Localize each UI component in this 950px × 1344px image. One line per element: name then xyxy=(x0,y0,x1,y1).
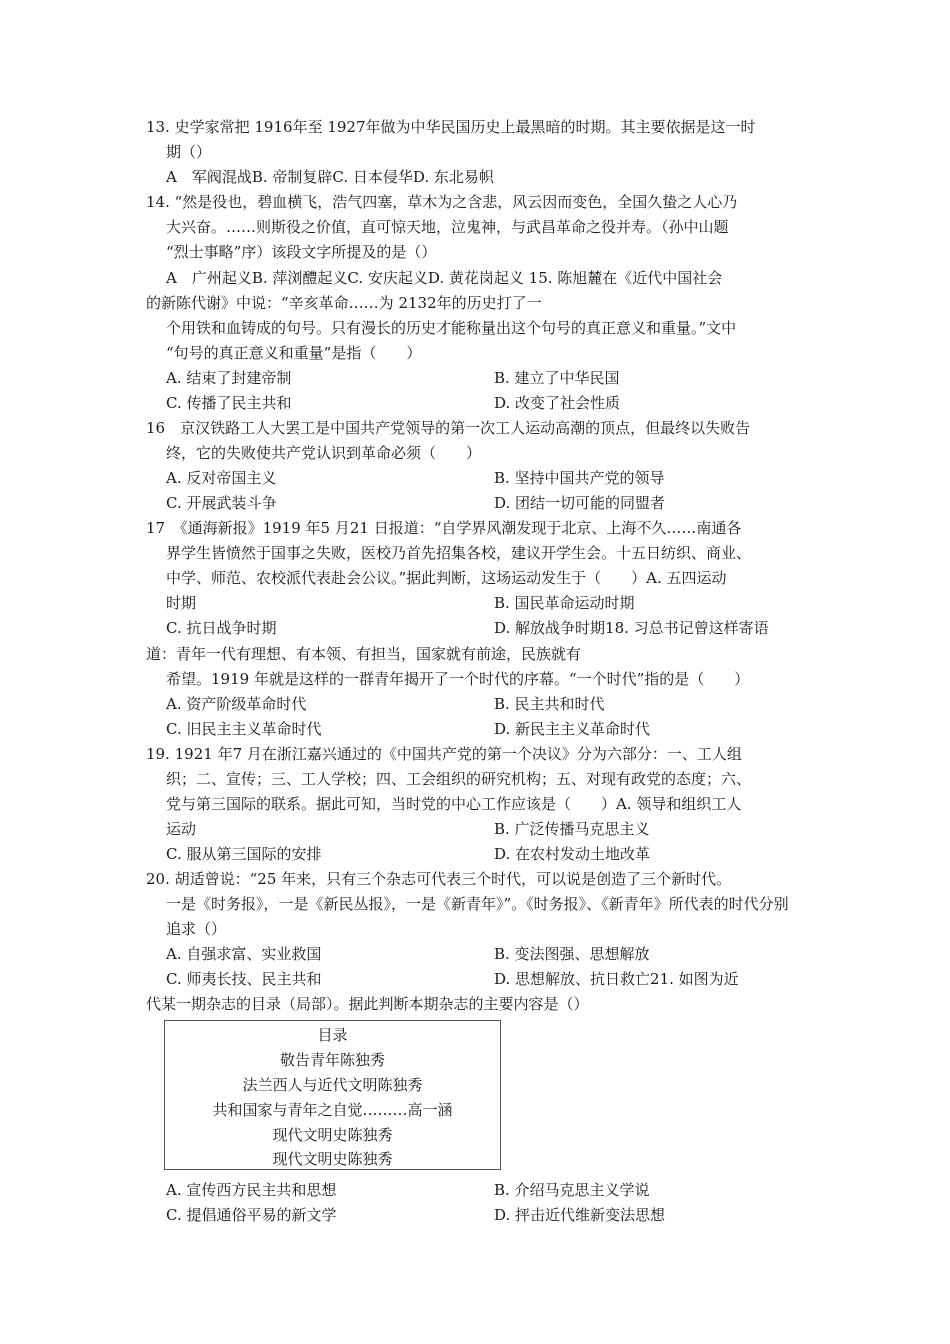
toc-entry: 法兰西人与近代文明陈独秀 xyxy=(242,1076,423,1094)
q20-option-b: B. 变法图强、思想解放 xyxy=(494,945,650,963)
q17-stem-line-1: 17 《通海新报》1919 年5 月21 日报道：“自学界风潮发现于北京、上海不久……南通各 xyxy=(146,519,742,537)
toc-entry: 现代文明史陈独秀 xyxy=(272,1150,393,1168)
q15-option-b: B. 建立了中华民国 xyxy=(494,369,620,387)
q19-stem-line-4: 运动 xyxy=(166,820,197,838)
q21-option-a: A. 宣传西方民主共和思想 xyxy=(166,1181,337,1199)
q16-option-b: B. 坚持中国共产党的领导 xyxy=(494,469,665,487)
q20-option-d: D. 思想解放、抗日救亡21. 如图为近 xyxy=(494,970,739,988)
q19-option-c: C. 服从第三国际的安排 xyxy=(166,845,322,863)
q16-option-a: A. 反对帝国主义 xyxy=(166,469,277,487)
q17-option-b: B. 国民革命运动时期 xyxy=(494,594,635,612)
q19-option-d: D. 在农村发动土地改革 xyxy=(494,845,651,863)
toc-entry: 共和国家与青年之自觉………高一涵 xyxy=(212,1101,453,1119)
toc-title: 目录 xyxy=(317,1026,348,1044)
q15-option-d: D. 改变了社会性质 xyxy=(494,394,621,412)
q14-stem-line-2: 大兴奋。……则斯役之价值，直可惊天地，泣鬼神，与武昌革命之役并寿。（孙中山题 xyxy=(166,218,729,236)
q14-options: A 广州起义B. 萍浏醴起义C. 安庆起义D. 黄花岗起义 15. 陈旭麓在《近代中国社会 xyxy=(166,269,723,287)
q15-stem-line-2: 个用铁和血铸成的句号。只有漫长的历史才能称量出这个句号的真正意义和重量。”文中 xyxy=(166,319,737,337)
q21-stem-line-1: 代某一期杂志的目录（局部）。据此判断本期杂志的主要内容是（） xyxy=(146,995,589,1013)
q20-stem-line-1: 20. 胡适曾说：“25 年来，只有三个杂志可代表三个时代，可以说是创造了三个新时代。 xyxy=(146,870,732,888)
q13-stem-line-2: 期（） xyxy=(166,143,212,161)
q15-option-c: C. 传播了民主共和 xyxy=(166,394,292,412)
q18-option-d: D. 新民主主义革命时代 xyxy=(494,720,651,738)
q20-stem-line-3: 追求（） xyxy=(166,920,227,938)
q13-stem-line-1: 13. 史学家常把 1916年至 1927年做为中华民国历史上最黑暗的时期。其主要依据是这一时 xyxy=(146,118,756,136)
q16-stem-line-2: 终，它的失败使共产党认识到革命必须（ ） xyxy=(166,444,482,462)
q15-stem-line-3: “句号的真正意义和重量”是指（ ） xyxy=(166,344,422,362)
q21-option-b: B. 介绍马克思主义学说 xyxy=(494,1181,650,1199)
q15-option-a: A. 结束了封建帝制 xyxy=(166,369,292,387)
q19-stem-line-2: 织；二、宣传；三、工人学校；四、工会组织的研究机构；五、对现有政党的态度；六、 xyxy=(166,770,752,788)
q19-stem-line-1: 19. 1921 年7 月在浙江嘉兴通过的《中国共产党的第一个决议》分为六部分：一、工人组 xyxy=(146,745,742,763)
q14-stem-line-3: “烈士事略”序）该段文字所提及的是（） xyxy=(166,243,437,261)
q17-option-c: C. 抗日战争时期 xyxy=(166,619,277,637)
q21-option-c: C. 提倡通俗平易的新文学 xyxy=(166,1206,337,1224)
q19-stem-line-3: 党与第三国际的联系。据此可知，当时党的中心工作应该是（ ）A. 领导和组织工人 xyxy=(166,795,742,813)
q20-option-c: C. 师夷长技、民主共和 xyxy=(166,970,322,988)
q17-stem-line-4: 时期 xyxy=(166,594,197,612)
q18-stem-line-1: 道：青年一代有理想、有本领、有担当，国家就有前途，民族就有 xyxy=(146,645,582,663)
q20-option-a: A. 自强求富、实业救国 xyxy=(166,945,322,963)
q16-option-d: D. 团结一切可能的同盟者 xyxy=(494,494,666,512)
q20-stem-line-2: 一是《时务报》，一是《新民丛报》，一是《新青年》”。《时务报》、《新青年》所代表的时代分别 xyxy=(166,895,789,913)
q16-option-c: C. 开展武装斗争 xyxy=(166,494,277,512)
q18-option-b: B. 民主共和时代 xyxy=(494,695,605,713)
q21-option-d: D. 抨击近代维新变法思想 xyxy=(494,1206,666,1224)
q19-option-b: B. 广泛传播马克思主义 xyxy=(494,820,650,838)
q13-options: A 军阀混战B. 帝制复辟C. 日本侵华D. 东北易帜 xyxy=(166,168,494,186)
q18-stem-line-2: 希望。1919 年就是这样的一群青年揭开了一个时代的序幕。“一个时代”指的是（ ） xyxy=(166,670,750,688)
q18-option-a: A. 资产阶级革命时代 xyxy=(166,695,307,713)
q15-stem-line-1: 的新陈代谢》中说：“辛亥革命……为 2132年的历史打了一 xyxy=(146,294,542,312)
q16-stem-line-1: 16 京汉铁路工人大罢工是中国共产党领导的第一次工人运动高潮的顶点，但最终以失败告 xyxy=(146,419,751,437)
q18-option-c: C. 旧民主主义革命时代 xyxy=(166,720,322,738)
toc-entry: 敬告青年陈独秀 xyxy=(279,1051,385,1069)
q14-stem-line-1: 14. “然是役也，碧血横飞，浩气四塞，草木为之含悲，风云因而变色，全国久蛰之人心乃 xyxy=(146,193,738,211)
q17-stem-line-3: 中学、师范、农校派代表赴会公议。”据此判断，这场运动发生于（ ）A. 五四运动 xyxy=(166,569,727,587)
q17-option-d: D. 解放战争时期18. 习总书记曾这样寄语 xyxy=(494,619,769,637)
q17-stem-line-2: 界学生皆愤然于国事之失败，医校乃首先招集各校，建议开学生会。十五日纺织、商业、 xyxy=(166,544,752,562)
magazine-toc-box xyxy=(164,1020,501,1170)
toc-entry: 现代文明史陈独秀 xyxy=(272,1126,393,1144)
